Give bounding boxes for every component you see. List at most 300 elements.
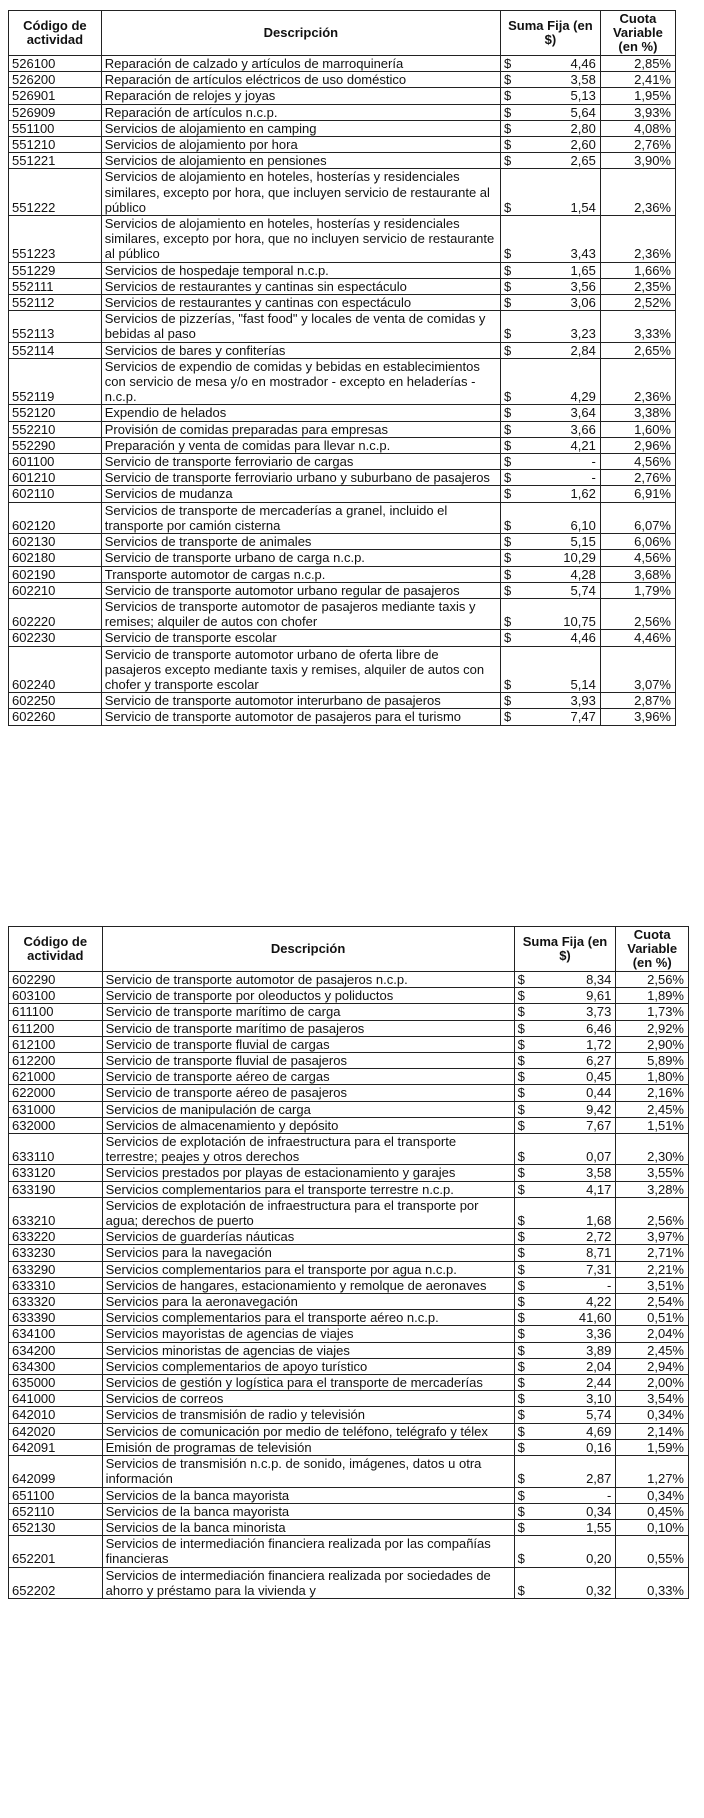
fixed-amount: 3,64 bbox=[526, 405, 600, 421]
activity-code: 552119 bbox=[9, 358, 102, 405]
activity-code: 602210 bbox=[9, 582, 102, 598]
activity-code: 551100 bbox=[9, 120, 102, 136]
activity-code: 526100 bbox=[9, 56, 102, 72]
activity-description: Servicios complementarios de apoyo turístico bbox=[102, 1358, 514, 1374]
table-row bbox=[9, 1134, 689, 1165]
table-row bbox=[9, 1229, 689, 1245]
fixed-amount: 3,73 bbox=[540, 1004, 616, 1020]
activity-code: 622000 bbox=[9, 1085, 103, 1101]
activity-code: 621000 bbox=[9, 1069, 103, 1085]
table-row bbox=[9, 169, 676, 216]
fixed-amount: 6,27 bbox=[540, 1053, 616, 1069]
activity-description: Servicios de almacenamiento y depósito bbox=[102, 1117, 514, 1133]
fixed-amount: 4,46 bbox=[526, 630, 600, 646]
table-row bbox=[9, 1439, 689, 1455]
currency-symbol: $ bbox=[514, 1197, 540, 1228]
variable-rate: 3,93% bbox=[600, 104, 675, 120]
currency-symbol: $ bbox=[514, 1020, 540, 1036]
table-row bbox=[9, 1004, 689, 1020]
fixed-amount: 4,29 bbox=[526, 358, 600, 405]
activity-code: 652201 bbox=[9, 1536, 103, 1567]
activity-code: 602190 bbox=[9, 566, 102, 582]
table-row bbox=[9, 1407, 689, 1423]
variable-rate: 1,73% bbox=[616, 1004, 689, 1020]
table-row bbox=[9, 1358, 689, 1374]
activity-code: 552111 bbox=[9, 278, 102, 294]
header-suma-fija: Suma Fija (en $) bbox=[514, 927, 616, 972]
currency-symbol: $ bbox=[501, 358, 527, 405]
variable-rate: 3,96% bbox=[600, 709, 675, 725]
currency-symbol: $ bbox=[501, 486, 527, 502]
activity-code: 526901 bbox=[9, 88, 102, 104]
currency-symbol: $ bbox=[501, 169, 527, 216]
fixed-amount: 2,44 bbox=[540, 1375, 616, 1391]
table-row bbox=[9, 1503, 689, 1519]
fixed-amount: 3,66 bbox=[526, 421, 600, 437]
fixed-amount: 2,72 bbox=[540, 1229, 616, 1245]
fixed-amount: 5,13 bbox=[526, 88, 600, 104]
header-descripcion: Descripción bbox=[102, 927, 514, 972]
table-row bbox=[9, 502, 676, 533]
variable-rate: 0,34% bbox=[616, 1407, 689, 1423]
fixed-amount: 3,10 bbox=[540, 1391, 616, 1407]
currency-symbol: $ bbox=[501, 216, 527, 263]
variable-rate: 2,65% bbox=[600, 342, 675, 358]
fixed-amount: 2,65 bbox=[526, 153, 600, 169]
table-row bbox=[9, 1536, 689, 1567]
activity-code: 602120 bbox=[9, 502, 102, 533]
table-row bbox=[9, 709, 676, 725]
table-row bbox=[9, 1101, 689, 1117]
table-row bbox=[9, 550, 676, 566]
currency-symbol: $ bbox=[501, 104, 527, 120]
activity-description: Servicios de la banca minorista bbox=[102, 1519, 514, 1535]
activity-code: 634300 bbox=[9, 1358, 103, 1374]
fixed-amount: 3,56 bbox=[526, 278, 600, 294]
fixed-amount: 3,93 bbox=[526, 693, 600, 709]
activity-description: Expendio de helados bbox=[101, 405, 500, 421]
activity-code: 612200 bbox=[9, 1053, 103, 1069]
activity-description: Servicio de transporte automotor interurbano de pasajeros bbox=[101, 693, 500, 709]
fixed-amount: - bbox=[540, 1487, 616, 1503]
fixed-amount: - bbox=[540, 1277, 616, 1293]
fixed-amount: 0,34 bbox=[540, 1503, 616, 1519]
currency-symbol: $ bbox=[501, 278, 527, 294]
variable-rate: 2,87% bbox=[600, 693, 675, 709]
table-row bbox=[9, 1342, 689, 1358]
fixed-amount: 1,55 bbox=[540, 1519, 616, 1535]
activity-code: 633230 bbox=[9, 1245, 103, 1261]
activity-description: Servicios complementarios para el transporte terrestre n.c.p. bbox=[102, 1181, 514, 1197]
activity-description: Servicio de transporte automotor de pasajeros n.c.p. bbox=[102, 972, 514, 988]
table-body-2 bbox=[9, 972, 689, 1599]
activity-code: 603100 bbox=[9, 988, 103, 1004]
table-row bbox=[9, 630, 676, 646]
header-cuota-variable: Cuota Variable (en %) bbox=[600, 11, 675, 56]
fixed-amount: 3,43 bbox=[526, 216, 600, 263]
table-row bbox=[9, 1117, 689, 1133]
currency-symbol: $ bbox=[514, 1342, 540, 1358]
table-row bbox=[9, 1181, 689, 1197]
currency-symbol: $ bbox=[514, 1036, 540, 1052]
activity-description: Servicio de transporte automotor urbano de oferta libre de pasajeros excepto mediante taxis y remises, alquiler de autos con chofer y transporte escolar bbox=[101, 646, 500, 693]
currency-symbol: $ bbox=[514, 1165, 540, 1181]
activity-code: 634200 bbox=[9, 1342, 103, 1358]
activity-description: Emisión de programas de televisión bbox=[102, 1439, 514, 1455]
activity-description: Servicios de alojamiento en camping bbox=[101, 120, 500, 136]
activity-description: Servicios de restaurantes y cantinas sin espectáculo bbox=[101, 278, 500, 294]
activity-description: Servicios de explotación de infraestructura para el transporte por agua; derechos de puerto bbox=[102, 1197, 514, 1228]
fixed-amount: 7,47 bbox=[526, 709, 600, 725]
currency-symbol: $ bbox=[514, 1439, 540, 1455]
activity-description: Servicios para la navegación bbox=[102, 1245, 514, 1261]
fixed-amount: 8,71 bbox=[540, 1245, 616, 1261]
activity-description: Servicios de la banca mayorista bbox=[102, 1487, 514, 1503]
table-row bbox=[9, 153, 676, 169]
header-descripcion: Descripción bbox=[101, 11, 500, 56]
fixed-amount: 0,16 bbox=[540, 1439, 616, 1455]
activity-description: Transporte automotor de cargas n.c.p. bbox=[101, 566, 500, 582]
fixed-amount: - bbox=[526, 470, 600, 486]
table-row bbox=[9, 1020, 689, 1036]
fixed-amount: 0,45 bbox=[540, 1069, 616, 1085]
header-codigo: Código de actividad bbox=[9, 927, 103, 972]
fixed-amount: 1,72 bbox=[540, 1036, 616, 1052]
currency-symbol: $ bbox=[514, 1069, 540, 1085]
currency-symbol: $ bbox=[501, 534, 527, 550]
activity-code: 651100 bbox=[9, 1487, 103, 1503]
activity-description: Servicios de alojamiento en hoteles, hosterías y residenciales similares, excepto por hora, que incluyen servicio de restaurante al público bbox=[101, 169, 500, 216]
variable-rate: 2,56% bbox=[616, 972, 689, 988]
activity-code: 526909 bbox=[9, 104, 102, 120]
variable-rate: 2,41% bbox=[600, 72, 675, 88]
fixed-amount: - bbox=[526, 454, 600, 470]
activity-code: 552210 bbox=[9, 421, 102, 437]
activity-code: 632000 bbox=[9, 1117, 103, 1133]
currency-symbol: $ bbox=[501, 437, 527, 453]
currency-symbol: $ bbox=[514, 1487, 540, 1503]
table-row bbox=[9, 1391, 689, 1407]
table-row bbox=[9, 693, 676, 709]
activity-code: 633220 bbox=[9, 1229, 103, 1245]
activity-code: 602250 bbox=[9, 693, 102, 709]
fixed-amount: 9,61 bbox=[540, 988, 616, 1004]
currency-symbol: $ bbox=[514, 1229, 540, 1245]
fixed-amount: 4,46 bbox=[526, 56, 600, 72]
currency-symbol: $ bbox=[514, 1391, 540, 1407]
activity-code: 552112 bbox=[9, 295, 102, 311]
table-row bbox=[9, 1261, 689, 1277]
currency-symbol: $ bbox=[501, 630, 527, 646]
currency-symbol: $ bbox=[514, 1181, 540, 1197]
activity-description: Servicios de correos bbox=[102, 1391, 514, 1407]
fixed-amount: 2,87 bbox=[540, 1456, 616, 1487]
variable-rate: 3,38% bbox=[600, 405, 675, 421]
variable-rate: 2,21% bbox=[616, 1261, 689, 1277]
activity-description: Servicios de comunicación por medio de teléfono, telégrafo y télex bbox=[102, 1423, 514, 1439]
activity-description: Reparación de artículos eléctricos de uso doméstico bbox=[101, 72, 500, 88]
table-row bbox=[9, 1053, 689, 1069]
activity-description: Servicio de transporte aéreo de pasajeros bbox=[102, 1085, 514, 1101]
variable-rate: 2,14% bbox=[616, 1423, 689, 1439]
variable-rate: 2,16% bbox=[616, 1085, 689, 1101]
table-row bbox=[9, 216, 676, 263]
variable-rate: 2,45% bbox=[616, 1101, 689, 1117]
variable-rate: 2,45% bbox=[616, 1342, 689, 1358]
table-row bbox=[9, 1326, 689, 1342]
fixed-amount: 4,28 bbox=[526, 566, 600, 582]
variable-rate: 3,33% bbox=[600, 311, 675, 342]
currency-symbol: $ bbox=[501, 550, 527, 566]
currency-symbol: $ bbox=[514, 1456, 540, 1487]
fixed-amount: 3,58 bbox=[526, 72, 600, 88]
variable-rate: 4,56% bbox=[600, 454, 675, 470]
activity-code: 602230 bbox=[9, 630, 102, 646]
header-codigo: Código de actividad bbox=[9, 11, 102, 56]
activity-code: 526200 bbox=[9, 72, 102, 88]
currency-symbol: $ bbox=[514, 1567, 540, 1598]
variable-rate: 2,85% bbox=[600, 56, 675, 72]
table-body-1 bbox=[9, 56, 676, 726]
table-row bbox=[9, 486, 676, 502]
activity-description: Servicios de transporte de animales bbox=[101, 534, 500, 550]
activity-description: Servicios complementarios para el transporte por agua n.c.p. bbox=[102, 1261, 514, 1277]
activity-description: Servicios de explotación de infraestructura para el transporte terrestre; peajes y otros derechos bbox=[102, 1134, 514, 1165]
variable-rate: 2,76% bbox=[600, 137, 675, 153]
variable-rate: 0,34% bbox=[616, 1487, 689, 1503]
currency-symbol: $ bbox=[514, 1117, 540, 1133]
activity-code: 642091 bbox=[9, 1439, 103, 1455]
table-row bbox=[9, 988, 689, 1004]
activity-code: 602130 bbox=[9, 534, 102, 550]
activity-description: Servicio de transporte fluvial de cargas bbox=[102, 1036, 514, 1052]
variable-rate: 2,36% bbox=[600, 216, 675, 263]
table-row bbox=[9, 421, 676, 437]
variable-rate: 0,10% bbox=[616, 1519, 689, 1535]
currency-symbol: $ bbox=[514, 1294, 540, 1310]
fixed-amount: 10,29 bbox=[526, 550, 600, 566]
fixed-amount: 2,80 bbox=[526, 120, 600, 136]
activity-code: 602240 bbox=[9, 646, 102, 693]
table-row bbox=[9, 56, 676, 72]
activity-description: Servicio de transporte escolar bbox=[101, 630, 500, 646]
currency-symbol: $ bbox=[501, 405, 527, 421]
table-row bbox=[9, 72, 676, 88]
activity-description: Servicios de transmisión de radio y televisión bbox=[102, 1407, 514, 1423]
table-row bbox=[9, 311, 676, 342]
variable-rate: 6,06% bbox=[600, 534, 675, 550]
table-row bbox=[9, 1567, 689, 1598]
activity-code: 552290 bbox=[9, 437, 102, 453]
table-row bbox=[9, 342, 676, 358]
currency-symbol: $ bbox=[514, 1245, 540, 1261]
variable-rate: 1,89% bbox=[616, 988, 689, 1004]
fixed-amount: 0,44 bbox=[540, 1085, 616, 1101]
currency-symbol: $ bbox=[501, 342, 527, 358]
variable-rate: 2,36% bbox=[600, 358, 675, 405]
activity-description: Servicios de transmisión n.c.p. de sonido, imágenes, datos u otra información bbox=[102, 1456, 514, 1487]
activity-description: Servicio de transporte aéreo de cargas bbox=[102, 1069, 514, 1085]
activity-code: 635000 bbox=[9, 1375, 103, 1391]
currency-symbol: $ bbox=[501, 56, 527, 72]
variable-rate: 2,30% bbox=[616, 1134, 689, 1165]
header-suma-fija: Suma Fija (en $) bbox=[501, 11, 601, 56]
activity-description: Preparación y venta de comidas para llevar n.c.p. bbox=[101, 437, 500, 453]
fixed-amount: 3,36 bbox=[540, 1326, 616, 1342]
activity-code: 602290 bbox=[9, 972, 103, 988]
activity-code: 634100 bbox=[9, 1326, 103, 1342]
activity-code: 551223 bbox=[9, 216, 102, 263]
variable-rate: 1,27% bbox=[616, 1456, 689, 1487]
table-header-row bbox=[9, 11, 676, 56]
currency-symbol: $ bbox=[501, 262, 527, 278]
variable-rate: 6,91% bbox=[600, 486, 675, 502]
fixed-amount: 4,22 bbox=[540, 1294, 616, 1310]
fixed-amount: 5,74 bbox=[540, 1407, 616, 1423]
fixed-amount: 1,65 bbox=[526, 262, 600, 278]
currency-symbol: $ bbox=[514, 1004, 540, 1020]
activity-description: Reparación de relojes y joyas bbox=[101, 88, 500, 104]
fixed-amount: 6,10 bbox=[526, 502, 600, 533]
activity-description: Servicios mayoristas de agencias de viajes bbox=[102, 1326, 514, 1342]
currency-symbol: $ bbox=[501, 454, 527, 470]
activity-description: Servicios de guarderías náuticas bbox=[102, 1229, 514, 1245]
variable-rate: 0,51% bbox=[616, 1310, 689, 1326]
activity-description: Servicios de transporte de mercaderías a granel, incluido el transporte por camión cisterna bbox=[101, 502, 500, 533]
variable-rate: 1,60% bbox=[600, 421, 675, 437]
activity-code: 633120 bbox=[9, 1165, 103, 1181]
activity-description: Servicios de manipulación de carga bbox=[102, 1101, 514, 1117]
activity-code: 642010 bbox=[9, 1407, 103, 1423]
currency-symbol: $ bbox=[501, 566, 527, 582]
fixed-amount: 4,69 bbox=[540, 1423, 616, 1439]
currency-symbol: $ bbox=[501, 311, 527, 342]
activity-description: Servicio de transporte automotor de pasajeros para el turismo bbox=[101, 709, 500, 725]
table-row bbox=[9, 1519, 689, 1535]
activity-description: Servicios de intermediación financiera realizada por sociedades de ahorro y préstamo para la vivienda y bbox=[102, 1567, 514, 1598]
table-row bbox=[9, 358, 676, 405]
table-row bbox=[9, 1456, 689, 1487]
currency-symbol: $ bbox=[501, 709, 527, 725]
activity-description: Servicios de mudanza bbox=[101, 486, 500, 502]
activity-code: 611100 bbox=[9, 1004, 103, 1020]
activity-code: 551210 bbox=[9, 137, 102, 153]
table-row bbox=[9, 1294, 689, 1310]
activity-description: Reparación de calzado y artículos de marroquinería bbox=[101, 56, 500, 72]
table-row bbox=[9, 1036, 689, 1052]
fixed-amount: 5,14 bbox=[526, 646, 600, 693]
variable-rate: 2,56% bbox=[600, 598, 675, 629]
table-row bbox=[9, 1069, 689, 1085]
currency-symbol: $ bbox=[501, 421, 527, 437]
activity-description: Servicios de bares y confiterías bbox=[101, 342, 500, 358]
activity-code: 633190 bbox=[9, 1181, 103, 1197]
table-row bbox=[9, 1277, 689, 1293]
activity-code: 551221 bbox=[9, 153, 102, 169]
activity-code: 633390 bbox=[9, 1310, 103, 1326]
currency-symbol: $ bbox=[514, 1085, 540, 1101]
activity-description: Servicios de restaurantes y cantinas con espectáculo bbox=[101, 295, 500, 311]
variable-rate: 0,55% bbox=[616, 1536, 689, 1567]
activity-description: Servicios de alojamiento en hoteles, hosterías y residenciales similares, excepto por hora, que no incluyen servicio de restaurante al público bbox=[101, 216, 500, 263]
activity-code: 552113 bbox=[9, 311, 102, 342]
activity-description: Servicios para la aeronavegación bbox=[102, 1294, 514, 1310]
fixed-amount: 4,21 bbox=[526, 437, 600, 453]
activity-code: 633110 bbox=[9, 1134, 103, 1165]
table-row bbox=[9, 405, 676, 421]
variable-rate: 2,96% bbox=[600, 437, 675, 453]
variable-rate: 1,79% bbox=[600, 582, 675, 598]
currency-symbol: $ bbox=[501, 502, 527, 533]
variable-rate: 2,71% bbox=[616, 1245, 689, 1261]
variable-rate: 2,04% bbox=[616, 1326, 689, 1342]
activity-code: 633210 bbox=[9, 1197, 103, 1228]
table-row bbox=[9, 104, 676, 120]
variable-rate: 3,28% bbox=[616, 1181, 689, 1197]
currency-symbol: $ bbox=[514, 1101, 540, 1117]
currency-symbol: $ bbox=[501, 295, 527, 311]
fixed-amount: 3,23 bbox=[526, 311, 600, 342]
currency-symbol: $ bbox=[514, 972, 540, 988]
table-row bbox=[9, 1085, 689, 1101]
currency-symbol: $ bbox=[514, 1277, 540, 1293]
currency-symbol: $ bbox=[514, 1519, 540, 1535]
fixed-amount: 2,60 bbox=[526, 137, 600, 153]
activity-code: 551229 bbox=[9, 262, 102, 278]
variable-rate: 1,95% bbox=[600, 88, 675, 104]
currency-symbol: $ bbox=[501, 88, 527, 104]
variable-rate: 6,07% bbox=[600, 502, 675, 533]
table-row bbox=[9, 598, 676, 629]
activity-code: 652130 bbox=[9, 1519, 103, 1535]
activity-description: Provisión de comidas preparadas para empresas bbox=[101, 421, 500, 437]
currency-symbol: $ bbox=[514, 1261, 540, 1277]
variable-rate: 3,68% bbox=[600, 566, 675, 582]
fixed-amount: 10,75 bbox=[526, 598, 600, 629]
activity-table-2 bbox=[8, 926, 689, 1599]
variable-rate: 2,00% bbox=[616, 1375, 689, 1391]
activity-code: 633310 bbox=[9, 1277, 103, 1293]
variable-rate: 2,90% bbox=[616, 1036, 689, 1052]
currency-symbol: $ bbox=[501, 470, 527, 486]
table-row bbox=[9, 972, 689, 988]
currency-symbol: $ bbox=[514, 1310, 540, 1326]
fixed-amount: 3,06 bbox=[526, 295, 600, 311]
table-row bbox=[9, 278, 676, 294]
table-row bbox=[9, 1197, 689, 1228]
activity-code: 652110 bbox=[9, 1503, 103, 1519]
activity-code: 602180 bbox=[9, 550, 102, 566]
variable-rate: 3,90% bbox=[600, 153, 675, 169]
currency-symbol: $ bbox=[514, 1375, 540, 1391]
currency-symbol: $ bbox=[501, 646, 527, 693]
variable-rate: 3,07% bbox=[600, 646, 675, 693]
table-row bbox=[9, 137, 676, 153]
table-row bbox=[9, 470, 676, 486]
currency-symbol: $ bbox=[514, 1407, 540, 1423]
activity-description: Servicios de gestión y logística para el transporte de mercaderías bbox=[102, 1375, 514, 1391]
table-row bbox=[9, 1245, 689, 1261]
table-row bbox=[9, 1375, 689, 1391]
currency-symbol: $ bbox=[514, 1358, 540, 1374]
table-row bbox=[9, 1487, 689, 1503]
fixed-amount: 6,46 bbox=[540, 1020, 616, 1036]
activity-description: Servicios de alojamiento en pensiones bbox=[101, 153, 500, 169]
fixed-amount: 41,60 bbox=[540, 1310, 616, 1326]
header-cuota-variable: Cuota Variable (en %) bbox=[616, 927, 689, 972]
activity-code: 641000 bbox=[9, 1391, 103, 1407]
activity-table-1 bbox=[8, 10, 676, 726]
